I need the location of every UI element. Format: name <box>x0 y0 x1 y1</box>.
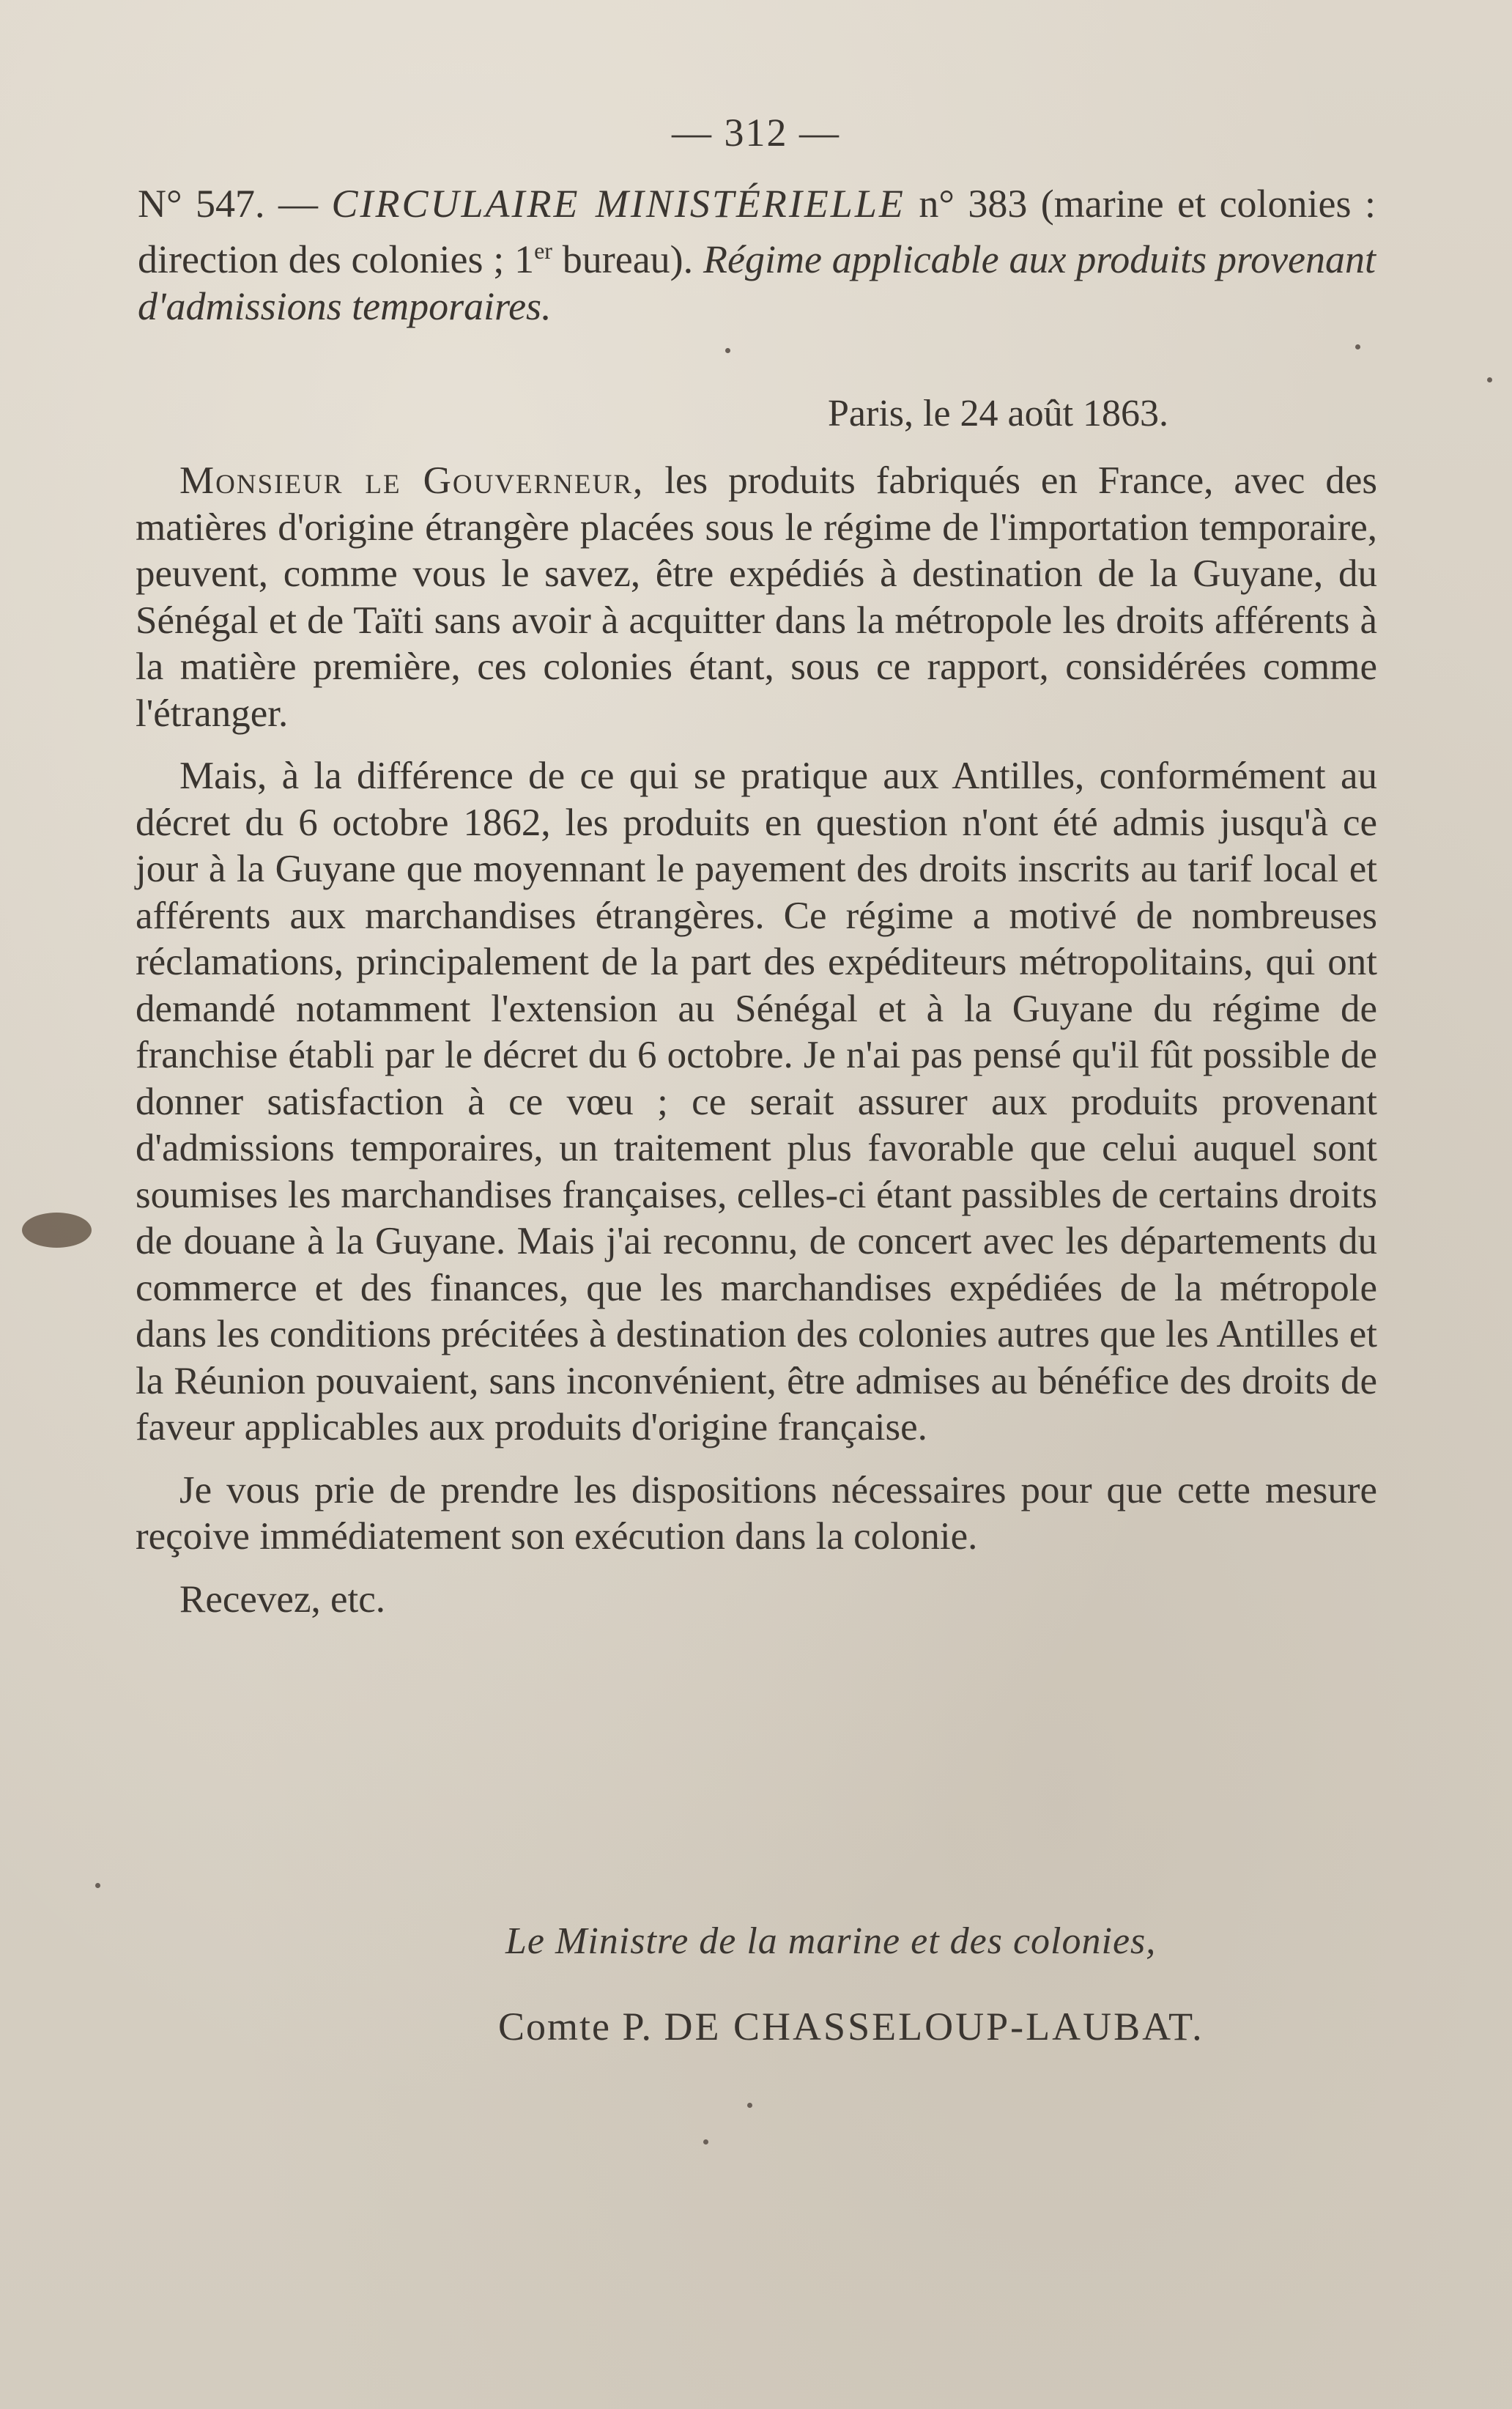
signature-title: Le Ministre de la marine et des colonies, <box>505 1920 1157 1962</box>
circular-title: CIRCULAIRE MINISTÉRIELLE <box>331 182 905 226</box>
dateline: Paris, le 24 août 1863. <box>828 393 1169 434</box>
closing-formula: Recevez, etc. <box>179 1577 385 1621</box>
signature-prefix: Comte P. <box>498 2005 664 2049</box>
paper-speck <box>1355 344 1360 349</box>
circular-superscript: er <box>534 237 552 264</box>
salutation: Monsieur le Gouverneur, <box>179 459 645 502</box>
circular-heading <box>138 180 1376 330</box>
paper-speck <box>725 348 730 353</box>
letter-body <box>136 458 1377 1639</box>
paper-speck <box>747 2103 752 2108</box>
circular-regime: Régime applicable aux produits provenant d'admissions temporaires. <box>138 237 1376 328</box>
circular-subtitle-start: n° 383 (marine et colonies : direction des colonies ; 1 <box>138 182 1376 281</box>
paper-speck <box>95 1883 100 1888</box>
ink-stain <box>22 1213 92 1248</box>
paragraph-2: Mais, à la différence de ce qui se pratique aux Antilles, conformément au décret du 6 octobre 1862, les produits en question n'ont été admis jusqu'à ce jour à la Guyane que moyennant le payement des droits inscrits au tarif local et afférents aux marchandises étrangères. Ce régime a motivé de nombreuses réclamations, principalement de la part des expéditeurs métropolitains, qui ont demandé notamment l'extension au Sénégal et à la Guyane du régime de franchise établi par le décret du 6 octobre. Je n'ai pas pensé qu'il fût possible de donner satisfaction à ce vœu ; ce serait assurer aux produits provenant d'admissions temporaires, un traitement plus favorable que celui auquel sont soumises les marchandises françaises, celles-ci étant passibles de certains droits de douane à la Guyane. Mais j'ai reconnu, de concert avec les départements du commerce et des finances, que les marchandises expédiées de la métropole dans les conditions précitées à destination des colonies autres que les Antilles et la Réunion pouvaient, sans inconvénient, être admises au bénéfice des droits de faveur applicables aux produits d'origine française. <box>136 755 1377 1448</box>
signature-name: DE CHASSELOUP-LAUBAT. <box>664 2005 1204 2049</box>
paper-speck <box>703 2139 708 2145</box>
paragraph-3: Je vous prie de prendre les dispositions nécessaires pour que cette mesure reçoive immédiatement son exécution dans la colonie. <box>136 1468 1377 1558</box>
paper-speck <box>1487 377 1492 382</box>
paragraph-1-text: les produits fabriqués en France, avec des matières d'origine étrangère placées sous le régime de l'importation temporaire, peuvent, comme vous le savez, être expédiés à destination de la Guyane, du Sénégal et de Taïti sans avoir à acquitter dans la métropole les droits afférents à la matière première, ces colonies étant, sous ce rapport, considérées comme l'étranger. <box>136 459 1377 735</box>
paragraph-1 <box>136 458 1377 737</box>
page-number: — 312 — <box>672 111 840 155</box>
circular-number: N° 547. — <box>138 182 318 226</box>
signature <box>498 2004 1204 2049</box>
circular-subtitle-end: bureau). <box>552 237 694 281</box>
